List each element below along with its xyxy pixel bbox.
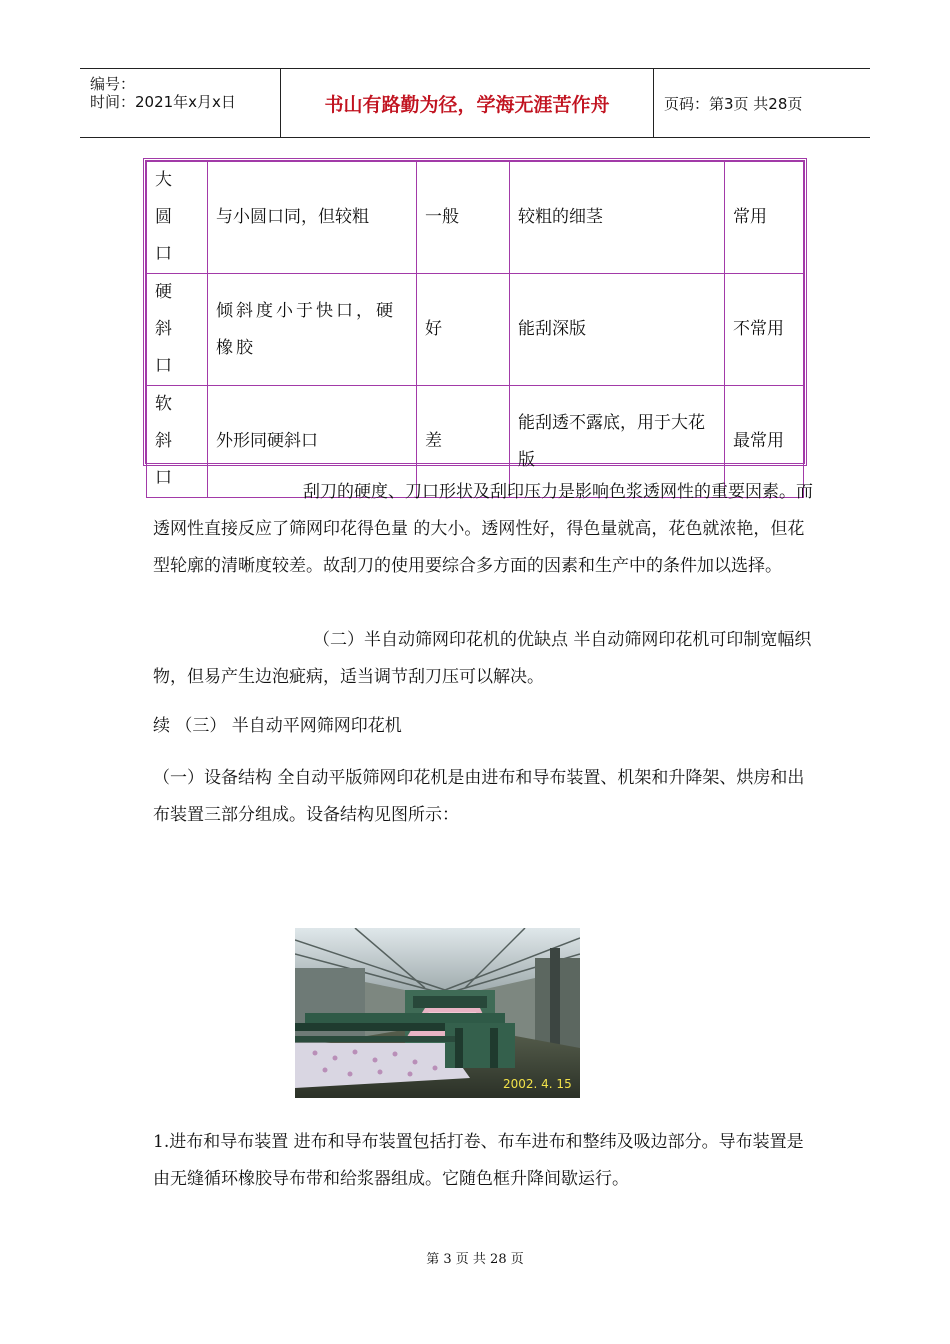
header-info-cell [80,69,281,137]
table-cell: 能刮深版 [510,274,725,386]
machine-photo [295,928,580,1098]
table-cell: 好 [417,274,510,386]
paragraph-squeegee: 刮刀的硬度、刀口形状及刮印压力是影响色浆透网性的重要因素。而透网性直接反应了筛网印花得色量 的大小。透网性好，得色量就高，花色就浓艳，但花型轮廓的清晰度较差。故刮刀的使用要综合多方面的因素和生产中的条件加以选择。 [153,482,813,576]
paragraph-structure: （一）设备结构 全自动平版筛网印花机是由进布和导布装置、机架和升降架、烘房和出布装置三部分组成。设备结构见图所示： [153,768,805,825]
table-cell: 差 [417,386,510,498]
motto: 书山有路勤为径，学海无涯苦作舟 [324,93,610,116]
table-cell: 外形同硬斜口 [208,386,417,498]
number-label: 编号： [90,75,136,93]
paragraph-pros-cons: （二）半自动筛网印花机的优缺点 半自动筛网印花机可印制宽幅织物，但易产生边泡疵病，适当调节刮刀压可以解决。 [153,630,812,687]
table-cell: 一般 [417,162,510,274]
table-cell: 不常用 [725,274,804,386]
header-motto-cell [281,69,654,137]
page-footer: 第 3 页 共 28 页 [426,1252,524,1267]
table-cell: 硬斜口 [147,274,208,386]
section-heading: 续 （三） 半自动平网筛网印花机 [153,716,402,736]
page-info: 页码：第3页 共28页 [664,94,803,113]
squeegee-table [143,158,807,488]
page-header [80,68,870,138]
table-cell: 常用 [725,162,804,274]
table-cell: 大圆口 [147,162,208,274]
table-cell: 最常用 [725,386,804,498]
table-cell: 能刮透不露底，用于大花版 [510,386,725,498]
table-cell: 较粗的细茎 [510,162,725,274]
table-row [147,162,804,274]
paragraph-feed-device: 1.进布和导布装置 进布和导布装置包括打卷、布车进布和整纬及吸边部分。导布装置是由无缝循环橡胶导布带和给浆器组成。它随色框升降间歇运行。 [153,1132,804,1189]
table-row [147,274,804,386]
table-cell: 与小圆口同，但较粗 [208,162,417,274]
table-cell: 倾斜度小于快口，硬橡胶 [208,274,417,386]
table-cell: 软斜口 [147,386,208,498]
time-label: 时间：2021年x月x日 [90,93,236,111]
photo-date-stamp: 2002. 4. 15 [503,1077,572,1091]
